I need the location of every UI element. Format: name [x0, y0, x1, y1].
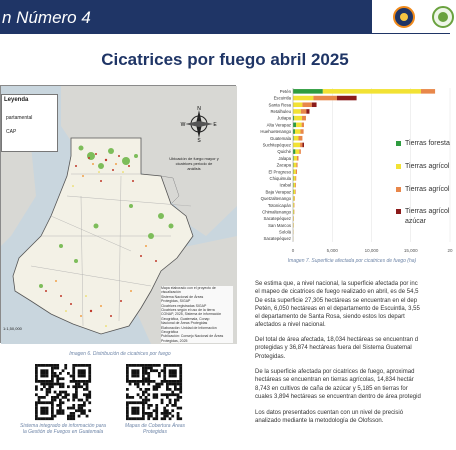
bar-segment — [293, 129, 295, 134]
legend-item: CAP — [6, 129, 17, 135]
bar-segment — [312, 102, 317, 107]
legend-title: Leyenda — [4, 97, 29, 103]
bar-segment — [294, 136, 299, 141]
map-source-line: Protegidas, SIGAP — [161, 299, 191, 304]
map-source-line: Cicatrices según el uso de la tierra — [161, 308, 215, 313]
paragraph-protected-areas — [255, 336, 455, 361]
x-tick-label: 0 — [291, 248, 295, 253]
bar-segment — [293, 196, 294, 201]
bar-segment — [293, 109, 301, 114]
compass-s: S — [197, 138, 201, 144]
bar-segment — [293, 143, 300, 148]
text-line: Los datos presentados cuentan con un nivel de precisió — [255, 410, 404, 416]
text-line: el mapeo de cicatrices de fuego realizado en abril, es de 54,5 — [255, 289, 419, 296]
category-label: Izabal — [279, 182, 291, 188]
text-line: De esta superficie 27,305 hectáreas se encuentran en el dep — [255, 297, 418, 304]
x-tick-label: 10,000 — [364, 248, 379, 253]
bar-segment — [293, 149, 295, 154]
text-line: Petén, 6,050 hectáreas en el departamento de Escuintla, 3,55 — [255, 305, 420, 312]
qr2-caption: Mapas de Cobertura Áreas Protegidas — [124, 423, 186, 435]
text-line: el departamento de Santa Rosa, siendo estos los depart — [255, 314, 405, 321]
category-label: Alta Verapaz — [266, 122, 291, 128]
category-label: Baja Verapaz — [265, 189, 291, 195]
category-label: Santa Rosa — [268, 102, 291, 108]
paragraph-land-use — [255, 368, 455, 401]
category-label: Zacapa — [276, 162, 291, 168]
map-scale: 1:1,50,000 — [3, 326, 22, 331]
bar-segment — [306, 109, 309, 114]
bar-segment — [293, 102, 302, 107]
legend-item: partamental — [6, 115, 33, 121]
bar-segment — [293, 169, 295, 174]
chart-caption: Imagen 7. Superficie afectada por cicatrices de fuego (ha) — [287, 258, 417, 264]
category-label: Suchitepéquez — [262, 142, 291, 148]
category-label: Sacatepéquez — [263, 216, 291, 222]
category-label: Chiquimula — [269, 175, 291, 181]
bar-segment — [293, 210, 294, 215]
chart-legend-item: Tierras agrícol — [396, 163, 456, 170]
fire-area-chart — [251, 82, 453, 265]
bar-segment — [302, 102, 311, 107]
category-label: Jutiapa — [277, 115, 291, 121]
bar-segment — [421, 89, 435, 94]
bar-segment — [293, 176, 295, 181]
map-source-block — [161, 286, 233, 343]
bar-segment — [293, 96, 313, 101]
conred-logo-icon — [393, 6, 415, 28]
category-label: Jalapa — [278, 155, 291, 161]
text-line: De la superficie afectada por cicatrices de fuego, aproximad — [255, 369, 415, 375]
category-label: Totonicapán — [267, 202, 291, 208]
text-line: Se estima que, a nivel nacional, la superficie afectada por inc — [255, 281, 418, 287]
bar-segment — [300, 129, 303, 134]
bar-segment — [300, 143, 302, 148]
map-source-line: Cicatrices registradas SIGAP — [161, 303, 207, 308]
text-line: cuales 3,894 hectáreas se encuentran dentro de área protegid — [255, 393, 421, 400]
text-line: protegidas y 36,874 hectáreas fuera del Sistema Guatemal — [255, 345, 412, 352]
compass-rose-icon — [181, 106, 217, 142]
category-label: Huehuetenango — [260, 129, 291, 135]
bar-segment — [294, 183, 296, 188]
compass-e: E — [213, 122, 217, 128]
bar-segment — [301, 109, 306, 114]
bar-segment — [295, 149, 299, 154]
x-tick-label: 5,000 — [326, 248, 338, 253]
category-label: Chimaltenango — [262, 209, 291, 215]
map-note: Ubicación de fuego mayor y cicatrices periodo de análisis — [169, 156, 219, 171]
category-label: El Progreso — [268, 169, 291, 175]
bar-segment — [298, 136, 302, 141]
compass-w: W — [180, 122, 186, 128]
map-legend — [1, 94, 58, 152]
conap-logo-icon — [432, 6, 454, 28]
qr-code-icon[interactable] — [126, 364, 182, 420]
bar-segment — [302, 116, 306, 121]
bar-segment — [296, 123, 301, 128]
map-source-line: Elaboración: Unidad de Información Geográfica — [161, 325, 217, 335]
map-source-line: Protegidas, 2025 — [161, 338, 188, 343]
map-source-line: Sistema Nacional de Áreas — [161, 294, 204, 299]
category-label: Petén — [279, 88, 291, 94]
qr1-caption: Sistema integrado de información para la Gestión de Fuegos en Guatemala — [20, 423, 106, 435]
header-divider — [372, 33, 450, 34]
text-line: 8,743 en cultivos de caña de azúcar y 5,185 en tierras for — [255, 385, 408, 392]
bar-segment — [323, 89, 421, 94]
map-source-line: Mapa elaborado con el proyecto de visualización — [161, 286, 216, 295]
bar-segment — [296, 169, 297, 174]
map-source-line: Publicación: Consejo Nacional de Áreas — [161, 334, 224, 339]
bar-segment — [293, 203, 294, 208]
bar-segment — [302, 123, 304, 128]
bar-segment — [337, 96, 357, 101]
bar-segment — [296, 163, 297, 168]
text-line: Protegidas. — [255, 353, 286, 360]
map-source-line: Geográfica, Guatemala, Conap — [161, 316, 210, 321]
map-source-line: CONAP, 2025, Sistema de información — [161, 312, 222, 317]
page-title: Cicatrices por fuego abril 2025 — [101, 50, 349, 69]
qr-code-icon[interactable] — [35, 364, 91, 420]
bar-segment — [294, 163, 297, 168]
category-label: Quiché — [277, 149, 291, 155]
compass-n: N — [197, 106, 201, 112]
bar-segment — [295, 190, 296, 195]
map-source-line: Nacional de Áreas Protegidas — [161, 321, 208, 326]
x-tick-label: 20 — [447, 248, 453, 253]
chart-svg — [251, 82, 453, 265]
bar-segment — [293, 89, 323, 94]
bar-segment — [294, 156, 297, 161]
chart-legend-item: Tierras foresta — [396, 140, 456, 147]
category-label: Guatemala — [269, 135, 291, 141]
bar-segment — [299, 149, 301, 154]
paragraph-precision — [255, 409, 455, 426]
text-line: afectados a nivel nacional. — [255, 322, 326, 329]
category-label: Sololá — [279, 229, 291, 235]
x-tick-label: 15,000 — [403, 248, 418, 253]
bar-segment — [302, 143, 304, 148]
chart-legend-item: Tierras agrícol — [396, 208, 456, 215]
category-label: Sacatepéquez — [263, 236, 291, 242]
header-bar — [0, 0, 450, 34]
bar-segment — [295, 176, 296, 181]
bar-segment — [295, 183, 296, 188]
text-line: hectáreas se encuentran en tierras agrícolas, 14,834 hectár — [255, 377, 414, 384]
paragraph-summary — [255, 280, 455, 330]
category-label: Quetzaltenango — [260, 196, 291, 202]
bar-segment — [294, 116, 302, 121]
bulletin-number: n Número 4 — [2, 8, 91, 27]
category-label: Retalhuleu — [270, 109, 291, 115]
chart-legend-item: Tierras agrícol — [396, 186, 456, 193]
bar-segment — [293, 190, 295, 195]
chart-legend-item: azúcar — [405, 218, 427, 225]
category-label: Escuintla — [273, 95, 291, 101]
fire-scar-map[interactable] — [0, 85, 236, 343]
bar-segment — [313, 96, 337, 101]
map-caption: Imagen 6. Distribución de cicatrices por fuego — [69, 351, 171, 357]
bar-segment — [295, 129, 300, 134]
text-line: Del total de área afectada, 18,034 hectáreas se encuentran d — [255, 337, 419, 343]
header-band — [0, 0, 372, 34]
category-label: San Marcos — [268, 222, 291, 228]
bar-segment — [297, 156, 299, 161]
text-line: analizado mediante la metodología de Olofsson. — [255, 418, 384, 425]
bar-segment — [293, 123, 296, 128]
